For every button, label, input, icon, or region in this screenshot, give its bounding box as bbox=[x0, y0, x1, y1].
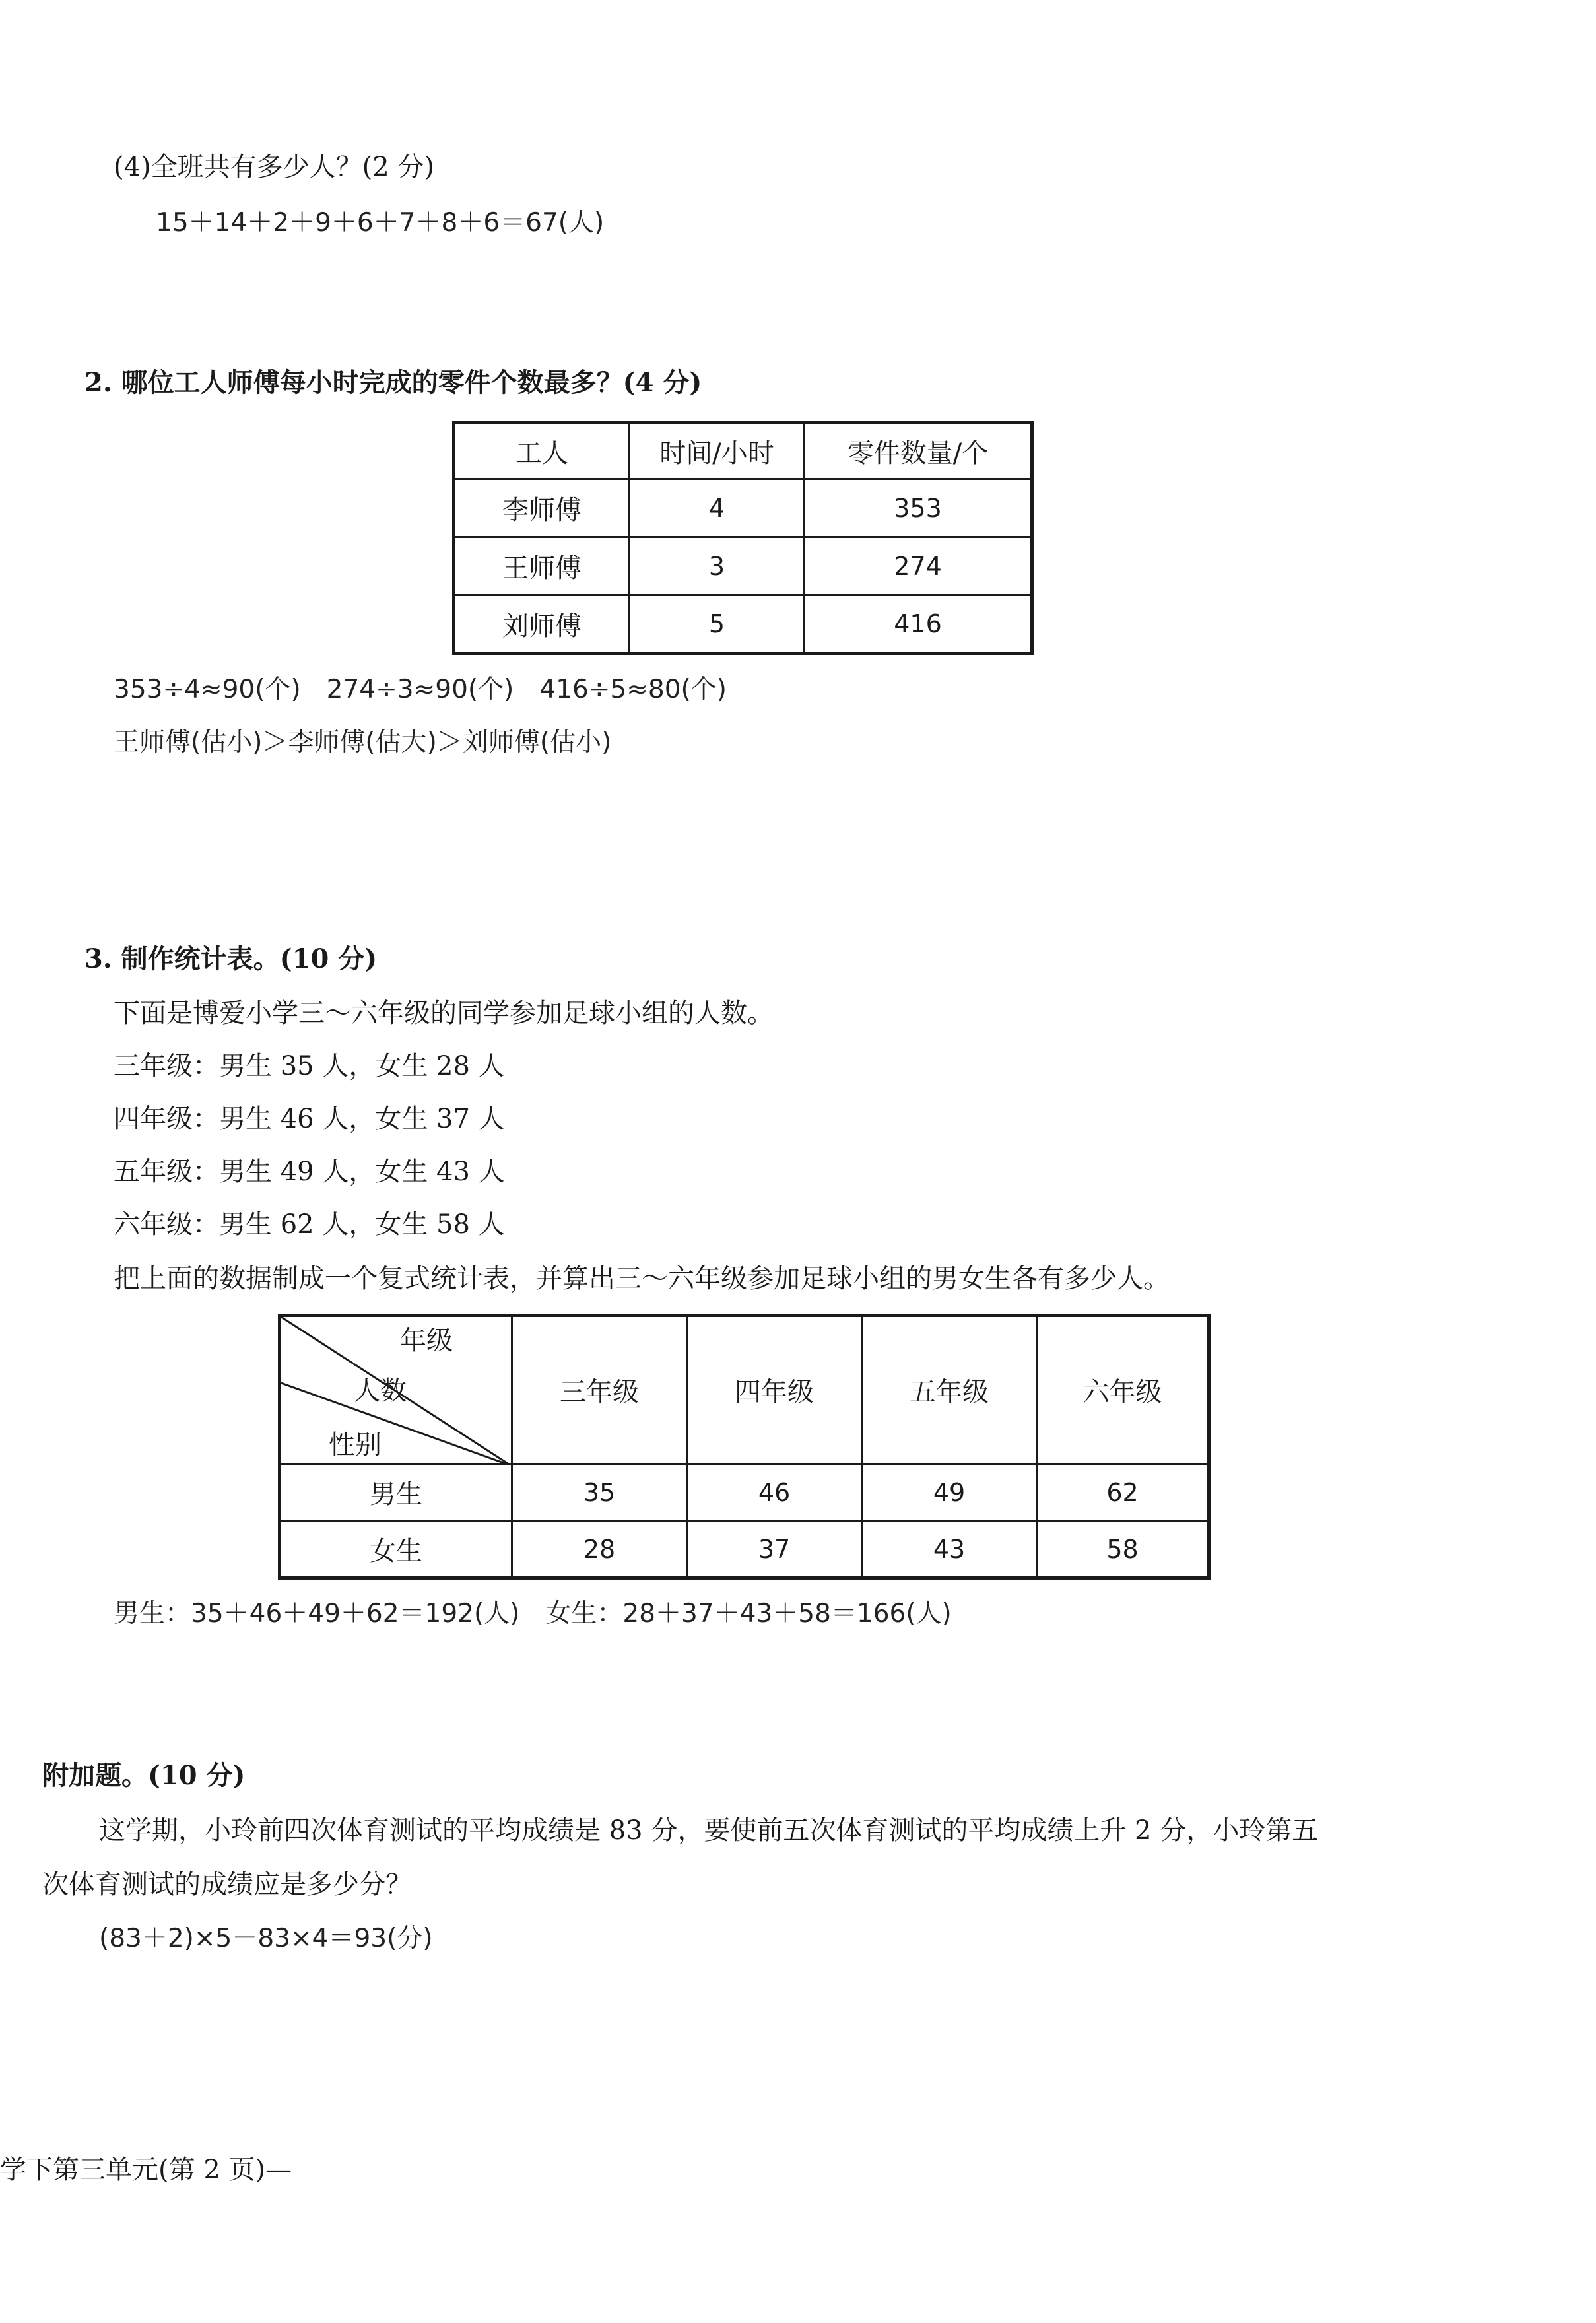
q3-header-grade: 四年级 bbox=[687, 1316, 862, 1464]
table-row bbox=[454, 537, 1032, 595]
q3-cell: 28 bbox=[512, 1521, 687, 1578]
q2-cell: 王师傅 bbox=[454, 537, 630, 595]
q3-grade-line: 四年级：男生 46 人，女生 37 人 bbox=[114, 1104, 505, 1134]
q2-cell: 刘师傅 bbox=[454, 595, 630, 654]
q3-cell: 35 bbox=[512, 1464, 687, 1521]
q2-cell: 353 bbox=[805, 479, 1032, 537]
q2-cell: 李师傅 bbox=[454, 479, 630, 537]
q2-answer-line2: 王师傅(估小)＞李师傅(估大)＞刘师傅(估小) bbox=[114, 727, 612, 757]
bonus-text-line1: 这学期，小玲前四次体育测试的平均成绩是 83 分，要使前五次体育测试的平均成绩上升 2 分，小玲第五 bbox=[99, 1815, 1319, 1846]
bonus-title: 附加题。(10 分) bbox=[42, 1760, 246, 1791]
q2-header-worker: 工人 bbox=[454, 422, 630, 479]
q3-instruction: 把上面的数据制成一个复式统计表，并算出三～六年级参加足球小组的男女生各有多少人。 bbox=[114, 1263, 1170, 1294]
q1-part4-answer: 15＋14＋2＋9＋6＋7＋8＋6＝67(人) bbox=[156, 208, 605, 238]
page-footer: 学下第三单元(第 2 页)— bbox=[0, 2155, 292, 2185]
q3-corner-cell bbox=[280, 1316, 512, 1464]
bonus-text-line2: 次体育测试的成绩应是多少分？ bbox=[42, 1869, 412, 1900]
q3-header-grade: 五年级 bbox=[862, 1316, 1037, 1464]
table-row bbox=[280, 1464, 1209, 1521]
q3-row-label: 男生 bbox=[280, 1464, 512, 1521]
corner-label-gender: 性别 bbox=[329, 1430, 382, 1460]
q2-cell: 4 bbox=[630, 479, 805, 537]
table-row bbox=[454, 595, 1032, 654]
q3-header-grade: 三年级 bbox=[512, 1316, 687, 1464]
q2-cell: 3 bbox=[630, 537, 805, 595]
q2-header-parts: 零件数量/个 bbox=[805, 422, 1032, 479]
corner-label-grade: 年级 bbox=[400, 1326, 453, 1356]
q3-cell: 43 bbox=[862, 1521, 1037, 1578]
q2-answer-line1: 353÷4≈90(个) 274÷3≈90(个) 416÷5≈80(个) bbox=[114, 675, 727, 704]
q3-grade-line: 五年级：男生 49 人，女生 43 人 bbox=[114, 1157, 505, 1187]
q3-answer: 男生：35＋46＋49＋62＝192(人) 女生：28＋37＋43＋58＝166(人) bbox=[114, 1599, 952, 1629]
q3-cell: 62 bbox=[1037, 1464, 1209, 1521]
q1-part4-question: (4)全班共有多少人？(2 分) bbox=[114, 152, 435, 182]
q2-cell: 416 bbox=[805, 595, 1032, 654]
q2-table bbox=[452, 421, 1034, 655]
q2-cell: 5 bbox=[630, 595, 805, 654]
q3-question: 3. 制作统计表。(10 分) bbox=[84, 943, 378, 974]
table-row bbox=[280, 1521, 1209, 1578]
q3-intro: 下面是博爱小学三～六年级的同学参加足球小组的人数。 bbox=[114, 998, 774, 1028]
q2-question: 2. 哪位工人师傅每小时完成的零件个数最多？(4 分) bbox=[84, 367, 702, 398]
corner-label-count: 人数 bbox=[354, 1376, 407, 1406]
q3-cell: 37 bbox=[687, 1521, 862, 1578]
q2-header-time: 时间/小时 bbox=[630, 422, 805, 479]
q3-grade-line: 三年级：男生 35 人，女生 28 人 bbox=[114, 1051, 505, 1081]
q3-cell: 46 bbox=[687, 1464, 862, 1521]
q3-header-grade: 六年级 bbox=[1037, 1316, 1209, 1464]
q3-grade-line: 六年级：男生 62 人，女生 58 人 bbox=[114, 1209, 505, 1240]
bonus-answer: (83＋2)×5－83×4＝93(分) bbox=[99, 1924, 433, 1953]
q3-cell: 58 bbox=[1037, 1521, 1209, 1578]
q3-cell: 49 bbox=[862, 1464, 1037, 1521]
q3-row-label: 女生 bbox=[280, 1521, 512, 1578]
q3-table bbox=[278, 1314, 1211, 1580]
q2-cell: 274 bbox=[805, 537, 1032, 595]
table-row bbox=[454, 479, 1032, 537]
